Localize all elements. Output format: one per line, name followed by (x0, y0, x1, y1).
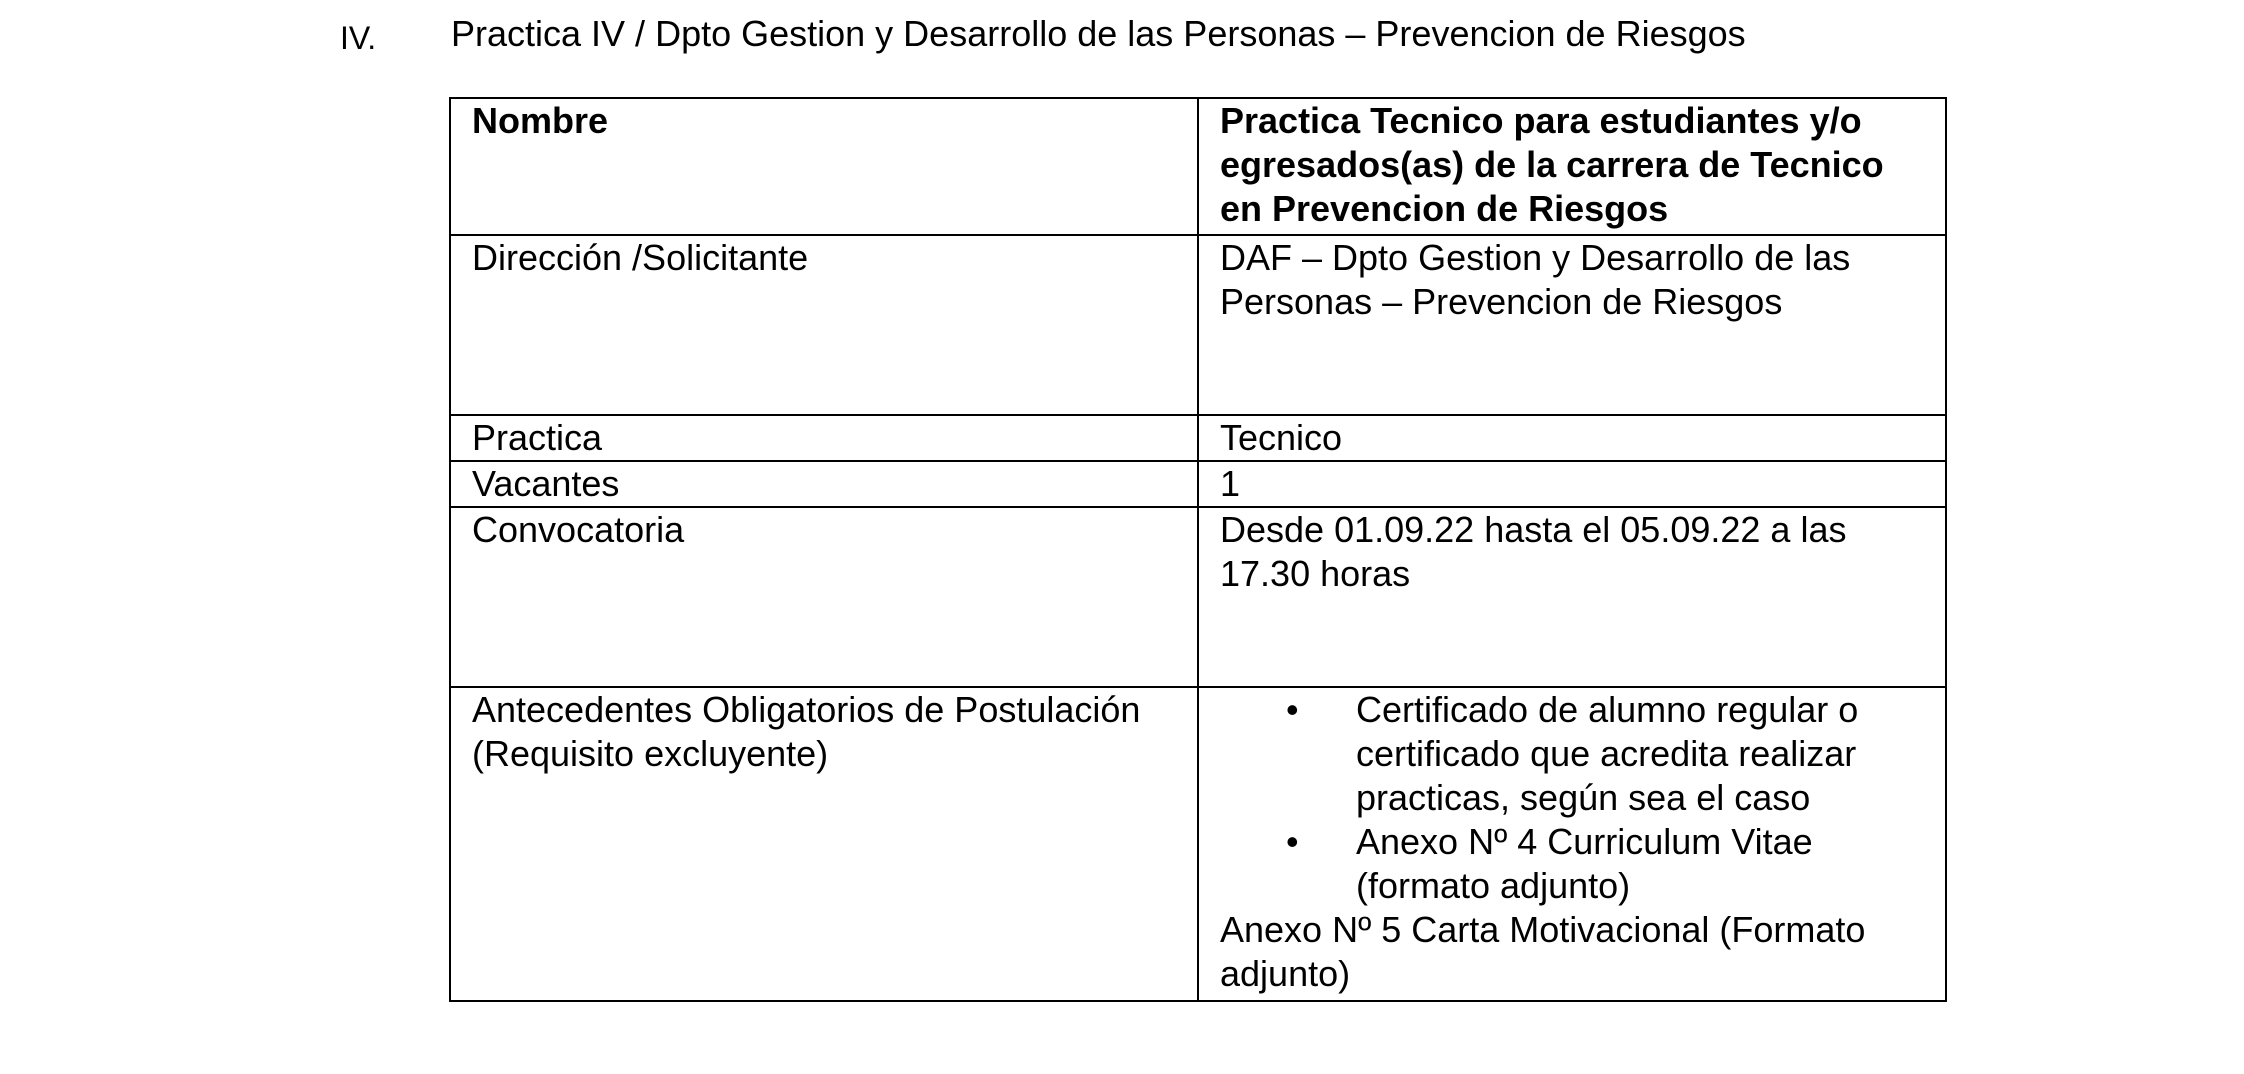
value-cell: Tecnico (1198, 415, 1946, 461)
value-cell: 1 (1198, 461, 1946, 507)
bullet-icon: • (1286, 821, 1299, 862)
list-item-text: Certificado de alumno regular o certificado que acredita realizar practicas, según sea el caso (1356, 689, 1859, 818)
label-cell: Convocatoria (450, 507, 1198, 687)
info-table (449, 97, 1947, 1002)
section-title: Practica IV / Dpto Gestion y Desarrollo de las Personas – Prevencion de Riesgos (451, 13, 1746, 54)
label-cell: Antecedentes Obligatorios de Postulación (Requisito excluyente) (450, 687, 1198, 1001)
list-item (1220, 820, 1925, 908)
table-row-vacantes (450, 461, 1946, 507)
value-cell: Practica Tecnico para estudiantes y/o egresados(as) de la carrera de Tecnico en Prevencion de Riesgos (1198, 98, 1946, 235)
value-cell: DAF – Dpto Gestion y Desarrollo de las Personas – Prevencion de Riesgos (1198, 235, 1946, 415)
list-item (1220, 688, 1925, 820)
table-row-practica (450, 415, 1946, 461)
section-number: IV. (340, 20, 377, 56)
label-cell: Vacantes (450, 461, 1198, 507)
value-cell (1198, 687, 1946, 1001)
value-cell: Desde 01.09.22 hasta el 05.09.22 a las 17.30 horas (1198, 507, 1946, 687)
label-cell: Nombre (450, 98, 1198, 235)
list-item-text: Anexo Nº 4 Curriculum Vitae (formato adjunto) (1356, 821, 1813, 906)
section-heading (0, 12, 2244, 62)
label-cell: Practica (450, 415, 1198, 461)
extra-requirement: Anexo Nº 5 Carta Motivacional (Formato adjunto) (1220, 909, 1866, 994)
table-row-antecedentes (450, 687, 1946, 1001)
table-row-direccion (450, 235, 1946, 415)
table-row-nombre (450, 98, 1946, 235)
bullet-icon: • (1286, 689, 1299, 730)
table-row-convocatoria (450, 507, 1946, 687)
requirements-list (1220, 688, 1925, 908)
label-cell: Dirección /Solicitante (450, 235, 1198, 415)
